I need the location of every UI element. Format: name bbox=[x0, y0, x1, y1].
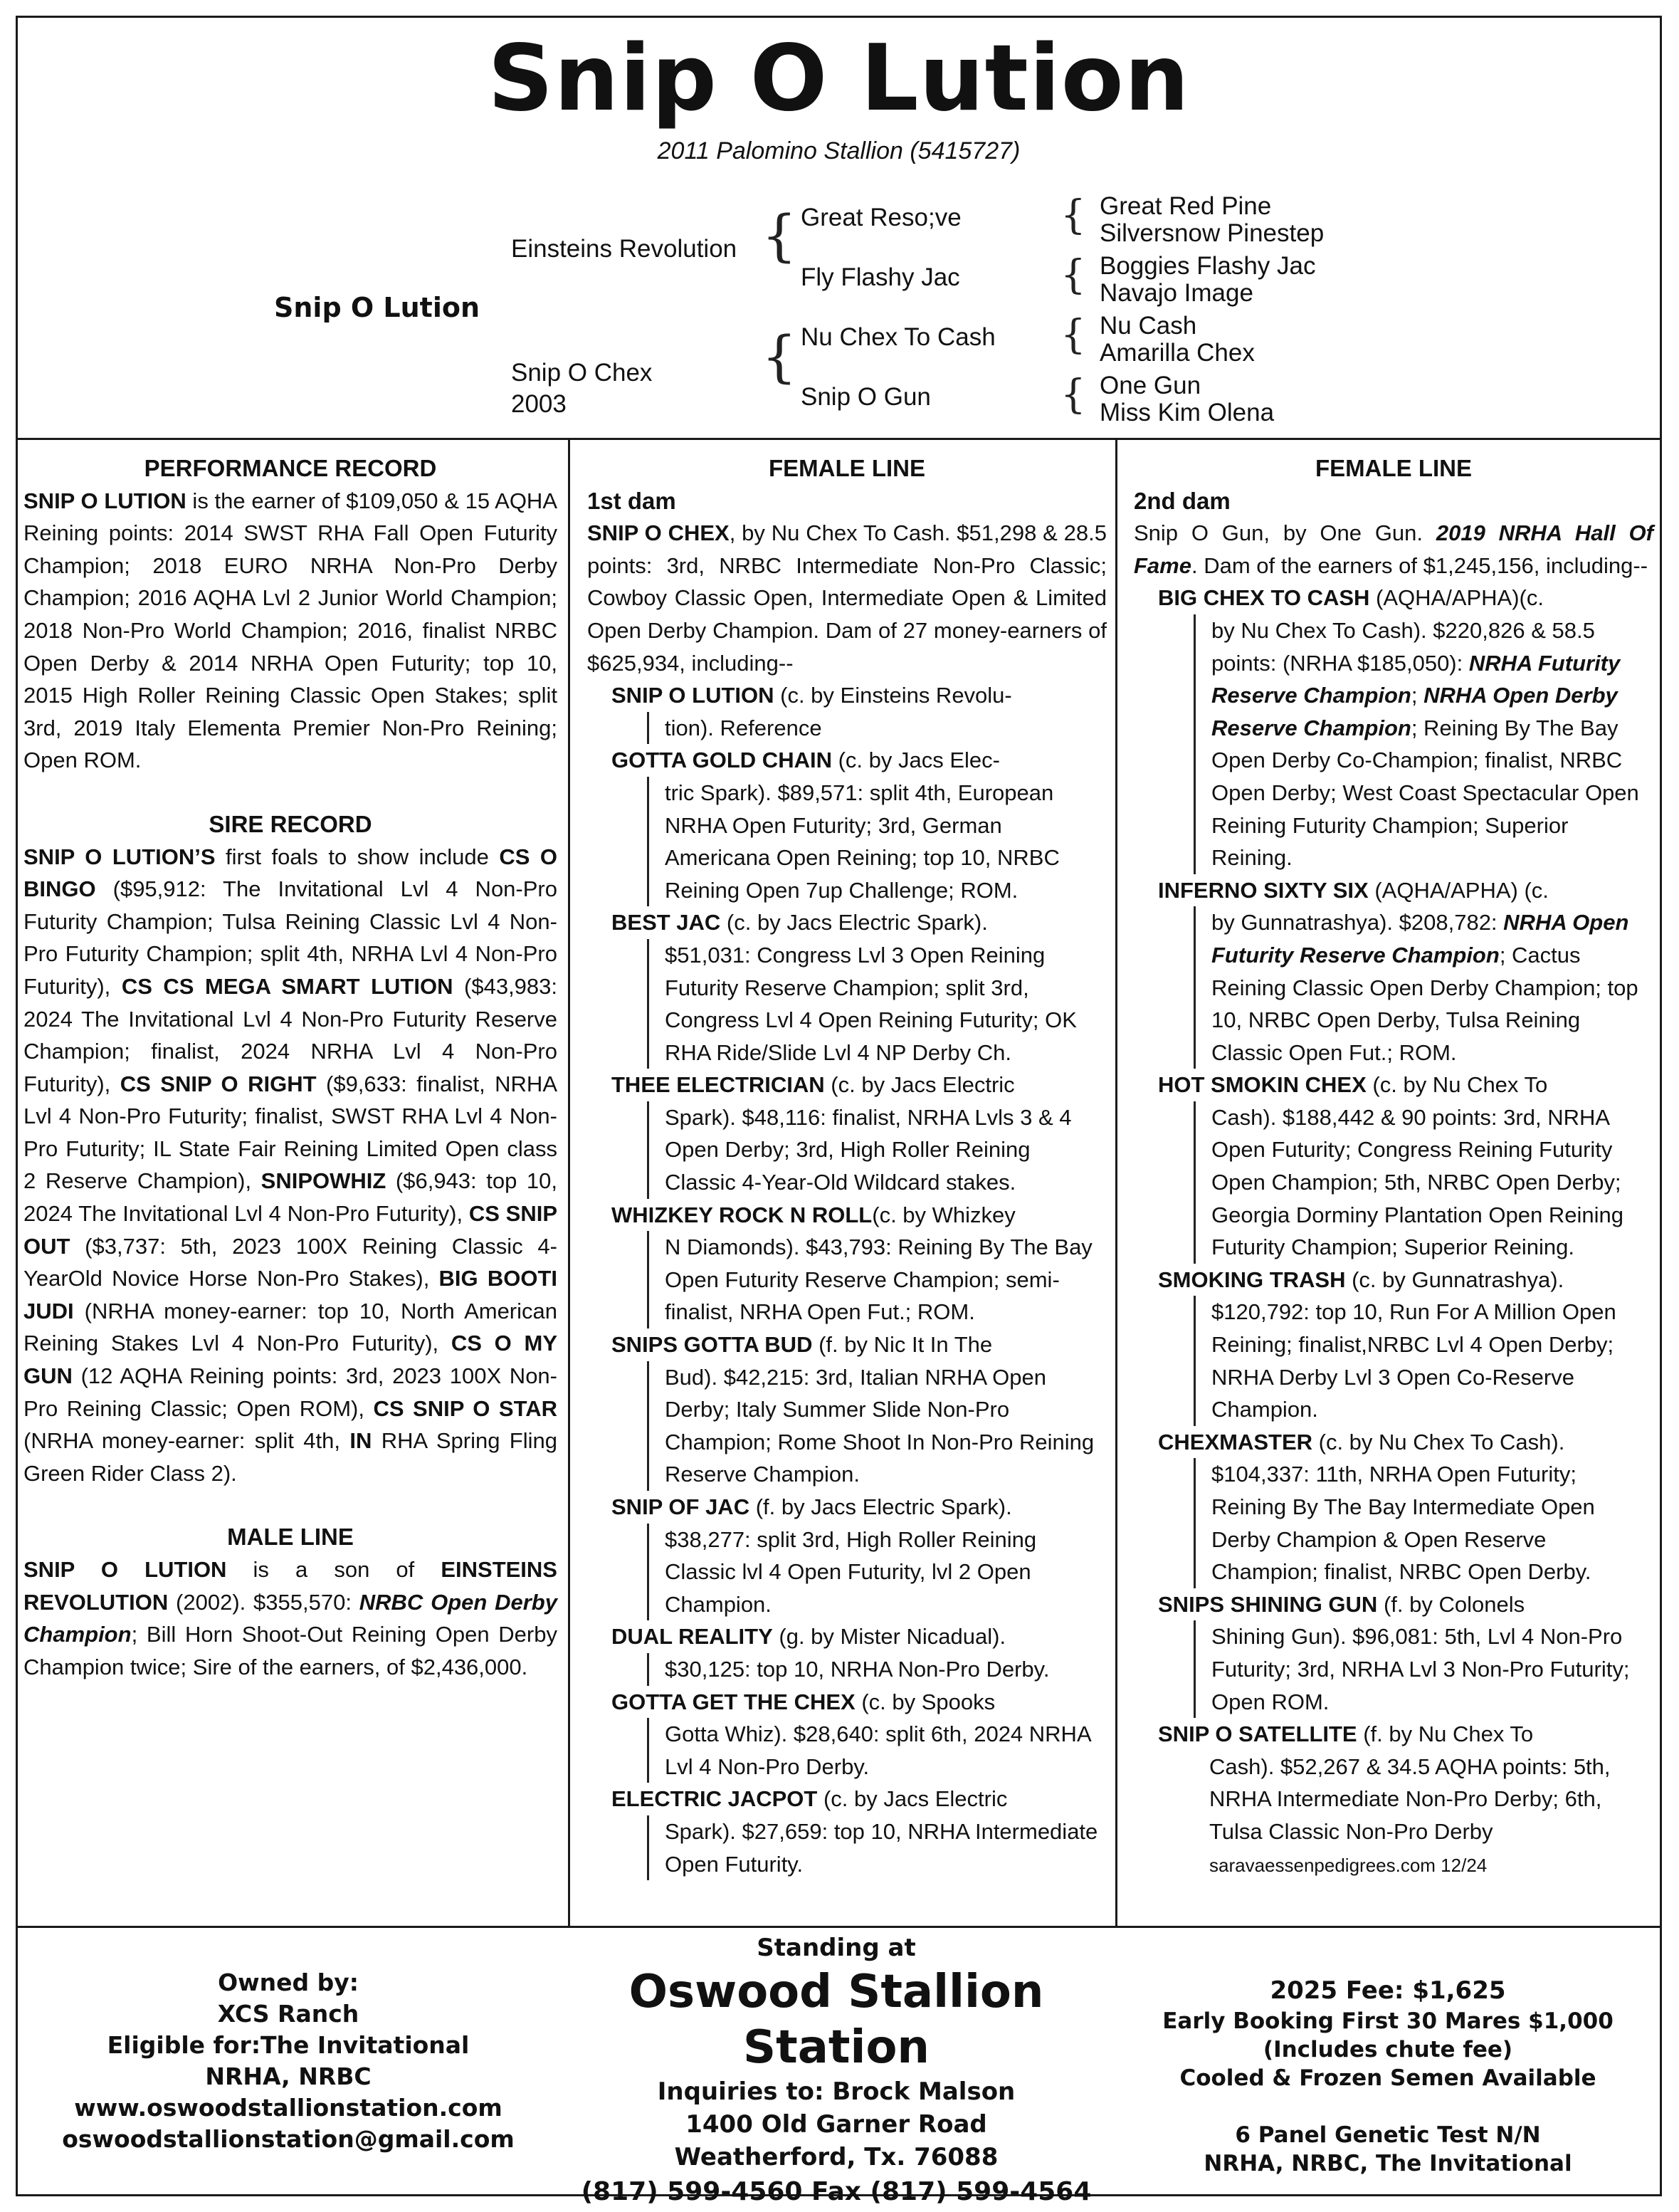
list-item: SMOKING TRASH (c. by Gunnatrashya). $120,792: top 10, Run For A Million Open Reining; finalist,NRBC Lvl 4 Open Derby; NRHA Derby Lvl 3 Open Co-Reserve Champion. bbox=[1134, 1264, 1653, 1426]
list-item: WHIZKEY ROCK N ROLL(c. by Whizkey N Diamonds). $43,793: Reining By The Bay Open Futurity Reserve Champion; semi-finalist, NRHA Open Fut.; ROM. bbox=[587, 1199, 1107, 1328]
list-item: SNIP O LUTION (c. by Einsteins Revolu- tion). Reference bbox=[587, 679, 1107, 744]
genetic-test: 6 Panel Genetic Test N/N bbox=[1235, 2122, 1541, 2148]
list-item: SNIP OF JAC (f. by Jacs Electric Spark). $38,277: split 3rd, High Roller Reining Classic lvl 4 Open Futurity, lvl 2 Open Champion. bbox=[587, 1491, 1107, 1620]
list-item: HOT SMOKIN CHEX (c. by Nu Chex To Cash). $188,442 & 90 points: 3rd, NRHA Open Futurity; Congress Reining Futurity Open Champion; 5th, NRBC Open Derby; Georgia Dorminy Plantation Open Reining Futurity Champion; Superior Reining. bbox=[1134, 1069, 1653, 1264]
pedigree-ggp-4: Navajo Image bbox=[1100, 279, 1253, 307]
pedigree-subject: Snip O Lution bbox=[274, 292, 480, 323]
early-booking: Early Booking First 30 Mares $1,000 bbox=[1162, 2008, 1614, 2034]
divider-header bbox=[18, 438, 1660, 440]
first-dam-text: SNIP O CHEX, by Nu Chex To Cash. $51,298 & 28.5 points: 3rd, NRBC Intermediate Non-Pro Classic; Cowboy Classic Open, Intermediate Open & Limited Open Derby Champion. Dam of 27 money-earners of $625,934, including-- bbox=[587, 520, 1107, 676]
pedigree-dam-year: 2003 bbox=[511, 390, 567, 418]
chute-fee-note: (Includes chute fee) bbox=[1263, 2037, 1513, 2062]
address-line-2: Weatherford, Tx. 76088 bbox=[674, 2143, 999, 2171]
second-dam-label: 2nd dam bbox=[1134, 487, 1231, 514]
divider-footer bbox=[18, 1926, 1660, 1928]
list-item: DUAL REALITY (g. by Mister Nicadual). $30,125: top 10, NRHA Non-Pro Derby. bbox=[587, 1620, 1107, 1685]
page-frame bbox=[16, 16, 1662, 2206]
pedigree-gp-3: Nu Chex To Cash bbox=[801, 323, 996, 351]
divider-col-1 bbox=[568, 438, 570, 1926]
pedigree-ggp-7: One Gun bbox=[1100, 372, 1201, 399]
footer-owner-block bbox=[18, 1967, 559, 2155]
eligible-text: Eligible for:The Invitational bbox=[107, 2031, 470, 2059]
female-line-heading-2: FEMALE LINE bbox=[1315, 455, 1472, 481]
sire-record-text: SNIP O LUTION’S first foals to show include CS O BINGO ($95,912: The Invitational Lvl 4 Non-Pro Futurity Champion; Tulsa Reining Classic Lvl 4 Non-Pro Futurity Champion; split 4th, NRHA Lvl 4 Non-Pro Futurity), CS CS MEGA SMART LUTION ($43,983: 2024 The Invitational Lvl 4 Non-Pro Futurity Reserve Champion; finalist, 2024 NRHA Lvl 4 Non-Pro Futurity), CS SNIP O RIGHT ($9,633: finalist, NRHA Lvl 4 Non-Pro Futurity; finalist, SWST RHA Lvl 4 Non-Pro Futurity; IL State Fair Reining Limited Open class 2 Reserve Champion), SNIPOWHIZ ($6,943: top 10, 2024 The Invitational Lvl 4 Non-Pro Futurity), CS SNIP OUT ($3,737: 5th, 2023 100X Reining Classic 4-YearOld Novice Horse Non-Pro Stakes), BIG BOOTI JUDI (NRHA money-earner: top 10, North American Reining Stakes Lvl 4 Non-Pro Futurity), CS O MY GUN (12 AQHA Reining points: 3rd, 2023 100X Non-Pro Reining Classic; Open ROM), CS SNIP O STAR (NRHA money-earner: split 4th, IN RHA Spring Fling Green Rider Class 2). bbox=[23, 844, 558, 1486]
divider-col-2 bbox=[1115, 438, 1117, 1926]
page-subtitle: 2011 Palomino Stallion (5415727) bbox=[657, 137, 1021, 164]
semen-availability: Cooled & Frozen Semen Available bbox=[1179, 2065, 1596, 2091]
owned-label: Owned by: bbox=[218, 1969, 359, 1996]
list-item: SNIPS SHINING GUN (f. by Colonels Shining Gun). $96,081: 5th, Lvl 4 Non-Pro Futurity; 3rd, NRHA Lvl 3 Non-Pro Futurity; Open ROM. bbox=[1134, 1588, 1653, 1718]
list-item: SNIP O SATELLITE (f. by Nu Chex To Cash). $52,267 & 34.5 AQHA points: 5th, NRHA Intermediate Non-Pro Derby; 6th, Tulsa Classic Non-Pro Derby saravaessenpedigrees.com 12/24 bbox=[1158, 1721, 1611, 1876]
first-dam-label: 1st dam bbox=[587, 487, 676, 514]
pedigree-ggp-8: Miss Kim Olena bbox=[1100, 399, 1275, 426]
credit-stamp: saravaessenpedigrees.com 12/24 bbox=[1209, 1854, 1488, 1876]
column-performance bbox=[23, 452, 557, 1683]
list-item: CHEXMASTER (c. by Nu Chex To Cash). $104,337: 11th, NRHA Open Futurity; Reining By The Bay Intermediate Open Derby Champion & Open Reserve Champion; finalist, NRBC Open Derby. bbox=[1134, 1426, 1653, 1588]
associations: NRHA, NRBC, The Invitational bbox=[1204, 2151, 1572, 2176]
brace-ggp-1: { bbox=[1060, 192, 1086, 239]
owner-name: XCS Ranch bbox=[217, 2000, 359, 2028]
stud-fee: 2025 Fee: $1,625 bbox=[1270, 1976, 1506, 2005]
list-item: INFERNO SIXTY SIX (AQHA/APHA) (c. by Gunnatrashya). $208,782: NRHA Open Futurity Reserve Champion; Cactus Reining Classic Open Derby Champion; top 10, NRBC Open Derby, Tulsa Reining Classic Open Fut.; ROM. bbox=[1134, 874, 1653, 1069]
pedigree-ggp-2: Silversnow Pinestep bbox=[1100, 219, 1325, 247]
list-item: ELECTRIC JACPOT (c. by Jacs Electric Spark). $27,659: top 10, NRHA Intermediate Open Futurity. bbox=[587, 1783, 1107, 1880]
brace-ggp-3: { bbox=[1060, 312, 1086, 358]
pedigree-gp-2: Fly Flashy Jac bbox=[801, 263, 960, 291]
column-female-line-1 bbox=[587, 452, 1107, 1880]
first-dam-offspring-list bbox=[587, 679, 1107, 1880]
male-line-heading: MALE LINE bbox=[227, 1524, 354, 1551]
list-item: SNIPS GOTTA BUD (f. by Nic It In The Bud). $42,215: 3rd, Italian NRHA Open Derby; Italy Summer Slide Non-Pro Champion; Rome Shoot In Non-Pro Reining Reserve Champion. bbox=[587, 1328, 1107, 1491]
female-line-heading-1: FEMALE LINE bbox=[769, 455, 925, 481]
eligible-assoc: NRHA, NRBC bbox=[205, 2062, 372, 2090]
standing-label: Standing at bbox=[757, 1934, 916, 1962]
brace-ggp-2: { bbox=[1060, 252, 1086, 298]
male-line-text: SNIP O LUTION is a son of EINSTEINS REVOLUTION (2002). $355,570: NRBC Open Derby Champion; Bill Horn Shoot-Out Reining Open Derby Champion twice; Sire of the earners, of $2,436,000. bbox=[23, 1557, 557, 1679]
list-item: BEST JAC (c. by Jacs Electric Spark). $51,031: Congress Lvl 3 Open Reining Futurity Reserve Champion; split 3rd, Congress Lvl 4 Open Reining Futurity; OK RHA Ride/Slide Lvl 4 NP Derby Ch. bbox=[587, 906, 1107, 1069]
sire-record-heading: SIRE RECORD bbox=[209, 810, 372, 837]
list-item: BIG CHEX TO CASH (AQHA/APHA)(c. by Nu Chex To Cash). $220,826 & 58.5 points: (NRHA $185,050): NRHA Futurity Reserve Champion; NRHA Open Derby Reserve Champion; Reining By The Bay Open Derby Co-Champion; finalist, NRBC Open Derby; West Coast Spectacular Open Reining Futurity Champion; Superior Reining. bbox=[1134, 582, 1653, 874]
brace-sire: { bbox=[762, 204, 797, 268]
footer-fee-block bbox=[1117, 1974, 1658, 2178]
performance-heading: PERFORMANCE RECORD bbox=[144, 455, 437, 481]
footer-station-block bbox=[559, 1931, 1114, 2211]
email-link[interactable]: oswoodstallionstation@gmail.com bbox=[62, 2125, 515, 2153]
column-female-line-2 bbox=[1134, 452, 1653, 1882]
website-link[interactable]: www.oswoodstallionstation.com bbox=[74, 2094, 502, 2122]
phone-numbers: (817) 599-4560 Fax (817) 599-4564 bbox=[581, 2177, 1092, 2206]
list-item: THEE ELECTRICIAN (c. by Jacs Electric Spark). $48,116: finalist, NRHA Lvls 3 & 4 Open Derby; 3rd, High Roller Reining Classic 4-Year-Old Wildcard stakes. bbox=[587, 1069, 1107, 1198]
pedigree-sire: Einsteins Revolution bbox=[511, 235, 737, 263]
pedigree-gp-1: Great Reso;ve bbox=[801, 204, 962, 231]
list-item: GOTTA GOLD CHAIN (c. by Jacs Elec- tric Spark). $89,571: split 4th, European NRHA Open Futurity; 3rd, German Americana Open Reining; top 10, NRBC Reining Open 7up Challenge; ROM. bbox=[587, 744, 1107, 906]
brace-ggp-4: { bbox=[1060, 372, 1086, 418]
pedigree-ggp-1: Great Red Pine bbox=[1100, 192, 1272, 220]
page-title: Snip O Lution bbox=[488, 26, 1190, 132]
inquiries-text: Inquiries to: Brock Malson bbox=[657, 2077, 1016, 2106]
second-dam-offspring-list bbox=[1134, 582, 1653, 1882]
pedigree-dam: Snip O Chex bbox=[511, 359, 653, 387]
pedigree-ggp-6: Amarilla Chex bbox=[1100, 339, 1255, 367]
list-item: GOTTA GET THE CHEX (c. by Spooks Gotta Whiz). $28,640: split 6th, 2024 NRHA Lvl 4 Non-Pro Derby. bbox=[587, 1686, 1107, 1783]
pedigree-ggp-3: Boggies Flashy Jac bbox=[1100, 252, 1316, 280]
performance-text: SNIP O LUTION is the earner of $109,050 & 15 AQHA Reining points: 2014 SWST RHA Fall Open Futurity Champion; 2018 EURO NRHA Non-Pro Derby Champion; 2016 AQHA Lvl 2 Junior World Champion; 2018 Non-Pro World Champion; 2016, finalist NRBC Open Derby & 2014 NRHA Open Futurity; top 10, 2015 High Roller Reining Classic Open Stakes; split 3rd, 2019 Italy Elementa Premier Non-Pro Reining; Open ROM. bbox=[23, 488, 557, 773]
second-dam-text: Snip O Gun, by One Gun. 2019 NRHA Hall Of Fame. Dam of the earners of $1,245,156, including-- bbox=[1134, 520, 1653, 578]
brace-dam: { bbox=[762, 325, 797, 389]
address-line-1: 1400 Old Garner Road bbox=[685, 2110, 987, 2139]
pedigree-gp-4: Snip O Gun bbox=[801, 383, 931, 411]
pedigree-ggp-5: Nu Cash bbox=[1100, 312, 1197, 340]
station-name: Oswood Stallion Station bbox=[628, 1966, 1044, 2074]
